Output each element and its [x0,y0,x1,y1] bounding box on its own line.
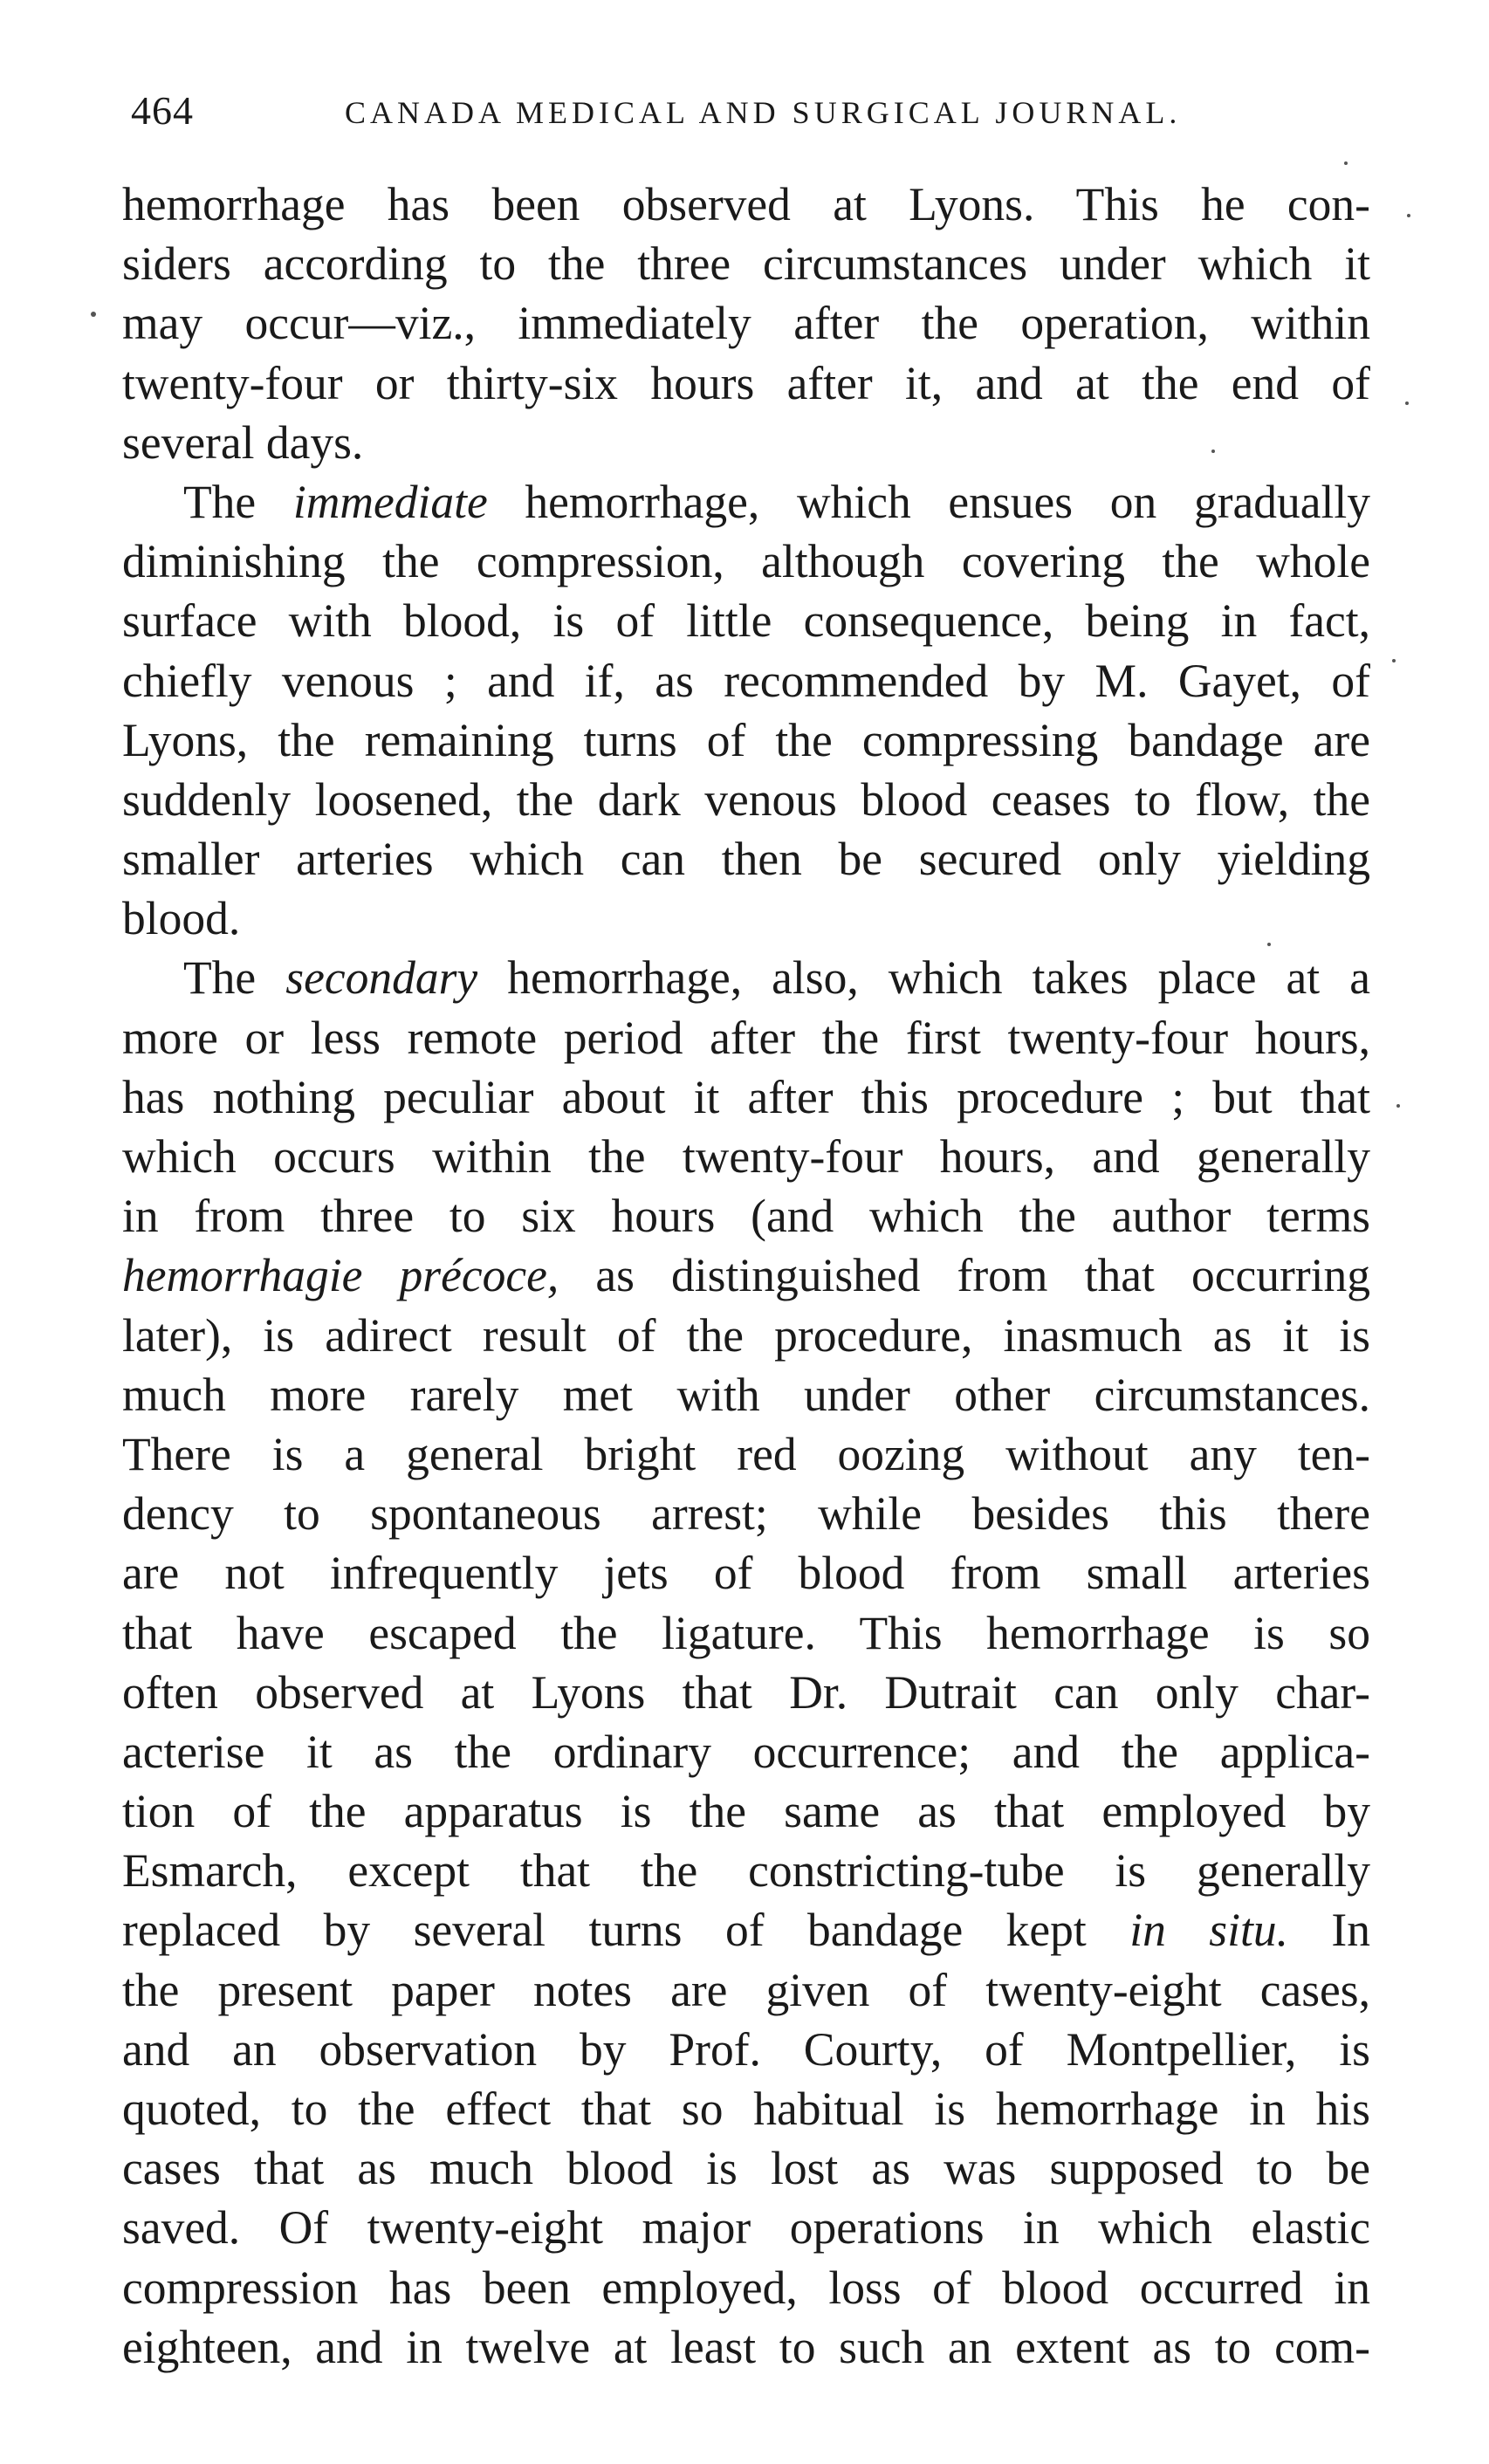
text-line: suddenly loosened, the dark venous blood ceases to flow, the [122,772,1370,826]
text-line: quoted, to the effect that so habitual is hemorrhage in his [122,2083,1370,2135]
text-line [122,472,1370,532]
scan-speck [1407,214,1410,217]
text-line: hemorrhage has been observed at Lyons. This he con- [122,178,1370,230]
text-line: surface with blood, is of little consequence, being in fact, [122,594,1370,648]
scan-speck [91,312,96,317]
text-line: diminishing the compression, although covering the whole [122,535,1370,588]
scan-speck [1267,943,1271,946]
text-run: replaced by several turns of bandage kept [122,1904,1130,1957]
text-line: often observed at Lyons that Dr. Dutrait can only char- [122,1665,1370,1719]
paragraph-1 [122,175,1370,472]
scan-speck [1392,659,1396,662]
article-body [122,175,1370,2377]
text-line: may occur—viz., immediately after the operation, within [122,297,1370,350]
text-line: that have escaped the ligature. This hemorrhage is so [122,1606,1370,1659]
text-line: acterise it as the ordinary occurrence; and the applica- [122,1725,1370,1778]
text-line: smaller arteries which can then be secured only yielding [122,833,1370,886]
italic-term: secondary [285,951,478,1005]
text-line: blood. [122,892,241,945]
text-line: the present paper notes are given of twenty-eight cases, [122,1963,1370,2016]
text-line: There is a general bright red oozing without any ten- [122,1427,1370,1480]
text-line: dency to spontaneous arrest; while besides this there [122,1487,1370,1541]
scan-speck [1211,450,1215,453]
text-line: Esmarch, except that the constricting-tube is generally [122,1844,1370,1898]
paragraph-3 [122,948,1370,2377]
italic-term: immediate [292,475,488,528]
text-line: cases that as much blood is lost as was supposed to be [122,2142,1370,2195]
page-number: 464 [131,88,194,133]
text-line: compression has been employed, loss of blood occurred in [122,2261,1370,2314]
scan-speck [1344,161,1348,165]
text-line: which occurs within the twenty-four hours, and generally [122,1130,1370,1183]
text-line: in from three to six hours (and which the author terms [122,1190,1370,1243]
italic-term: hemorrhagie précoce, [122,1249,559,1302]
text-line: later), is adirect result of the procedure, inasmuch as it is [122,1308,1370,1362]
text-line: and an observation by Prof. Courty, of Montpellier, is [122,2022,1370,2076]
scan-speck [1405,402,1409,405]
text-line [122,1900,1370,1960]
text-line: eighteen, and in twelve at least to such an extent as to com- [122,2320,1370,2373]
text-line: Lyons, the remaining turns of the compressing bandage are [122,713,1370,766]
text-run: as distinguished from that occurring [559,1249,1371,1302]
italic-term: in situ. [1129,1904,1288,1957]
running-head [131,87,1379,148]
text-line: are not infrequently jets of blood from small arteries [122,1547,1370,1600]
text-line: saved. Of twenty-eight major operations in which elastic [122,2201,1370,2255]
text-line [122,1246,1370,1305]
text-line: has nothing peculiar about it after this procedure ; but that [122,1070,1370,1123]
text-line: siders according to the three circumstances under which it [122,237,1370,291]
paragraph-2 [122,472,1370,949]
text-run: hemorrhage, which ensues on gradually [487,475,1370,528]
text-run: hemorrhage, also, which takes place at a [477,951,1370,1005]
text-line: chiefly venous ; and if, as recommended by M. Gayet, of [122,654,1370,707]
text-line: more or less remote period after the first twenty-four hours, [122,1011,1370,1064]
text-line: much more rarely met with under other circumstances. [122,1368,1370,1421]
text-run: The [183,475,293,528]
journal-title: CANADA MEDICAL AND SURGICAL JOURNAL. [345,95,1182,130]
scan-speck [1396,1104,1400,1108]
text-run: In [1287,1904,1370,1957]
text-line: tion of the apparatus is the same as that employed by [122,1785,1370,1838]
text-line: several days. [122,415,364,469]
text-line: twenty-four or thirty-six hours after it, and at the end of [122,356,1370,409]
text-line [122,948,1370,1007]
text-run: The [183,951,286,1005]
